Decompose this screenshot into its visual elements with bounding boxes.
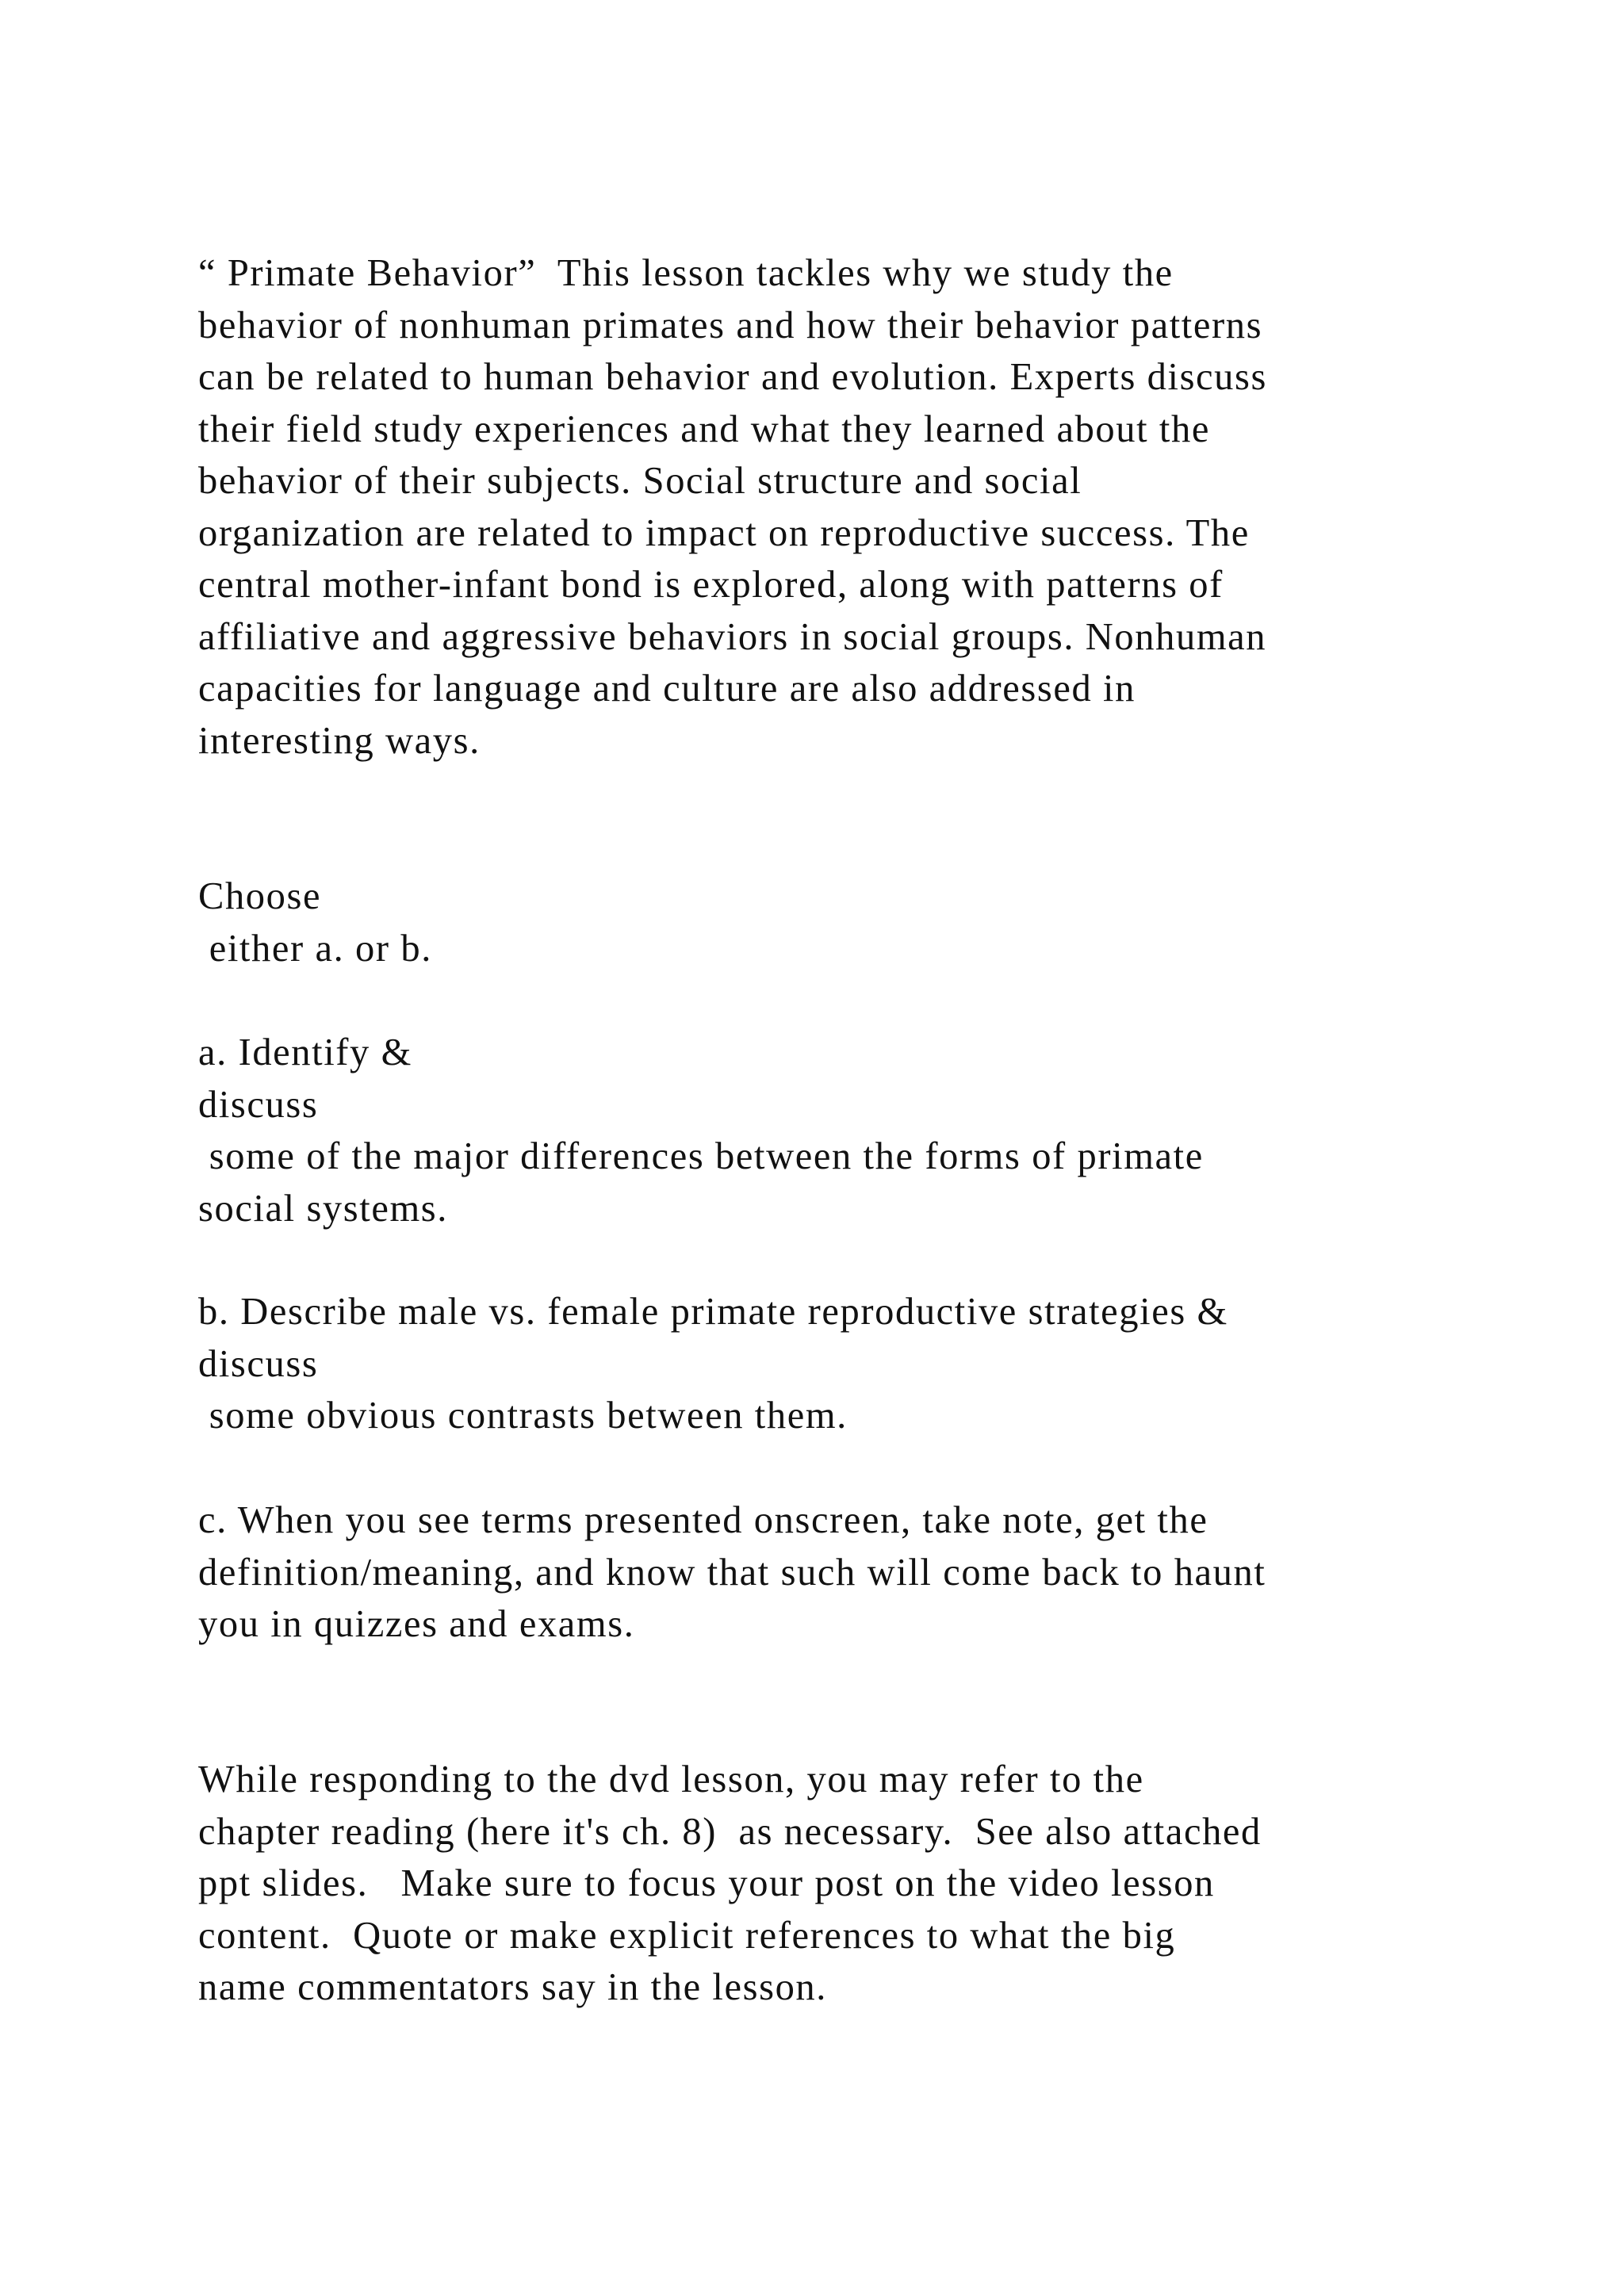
text-line: discuss [198,1083,319,1126]
text-line: definition/meaning, and know that such will come back to haunt [198,1551,1266,1594]
text-line: some of the major differences between the forms of primate [198,1135,1204,1177]
text-line: affiliative and aggressive behaviors in social groups. Nonhuman [198,615,1267,658]
choose-instruction [198,871,1483,974]
text-line: Choose [198,875,322,917]
text-line: behavior of nonhuman primates and how their behavior patterns [198,304,1263,346]
text-line: capacities for language and culture are also addressed in [198,668,1136,710]
text-line: central mother-infant bond is explored, along with patterns of [198,564,1224,606]
option-c [198,1494,1483,1651]
text-line: name commentators say in the lesson. [198,1966,828,2008]
text-line: interesting ways. [198,719,481,762]
text-line: chapter reading (here it's ch. 8) as necessary. See also attached [198,1810,1262,1853]
option-b [198,1286,1483,1442]
text-line: discuss [198,1342,319,1385]
option-a [198,1027,1483,1234]
text-line: social systems. [198,1187,448,1230]
text-line: behavior of their subjects. Social structure and social [198,460,1082,502]
text-line: b. Describe male vs. female primate reproductive strategies & [198,1291,1228,1333]
text-line: c. When you see terms presented onscreen, take note, get the [198,1499,1208,1541]
intro-paragraph [198,247,1483,767]
text-line: a. Identify & [198,1031,412,1073]
text-line: either a. or b. [198,927,432,970]
text-line: “ Primate Behavior” This lesson tackles why we study the [198,252,1174,294]
text-line: some obvious contrasts between them. [198,1395,848,1437]
text-line: content. Quote or make explicit references to what the big [198,1914,1176,1957]
text-line: can be related to human behavior and evolution. Experts discuss [198,356,1267,398]
closing-paragraph [198,1754,1483,2014]
text-line: their field study experiences and what they learned about the [198,408,1210,450]
text-line: ppt slides. Make sure to focus your post on the video lesson [198,1862,1215,1904]
text-line: organization are related to impact on reproductive success. The [198,511,1250,554]
text-line: While responding to the dvd lesson, you may refer to the [198,1758,1144,1800]
text-line: you in quizzes and exams. [198,1603,635,1645]
